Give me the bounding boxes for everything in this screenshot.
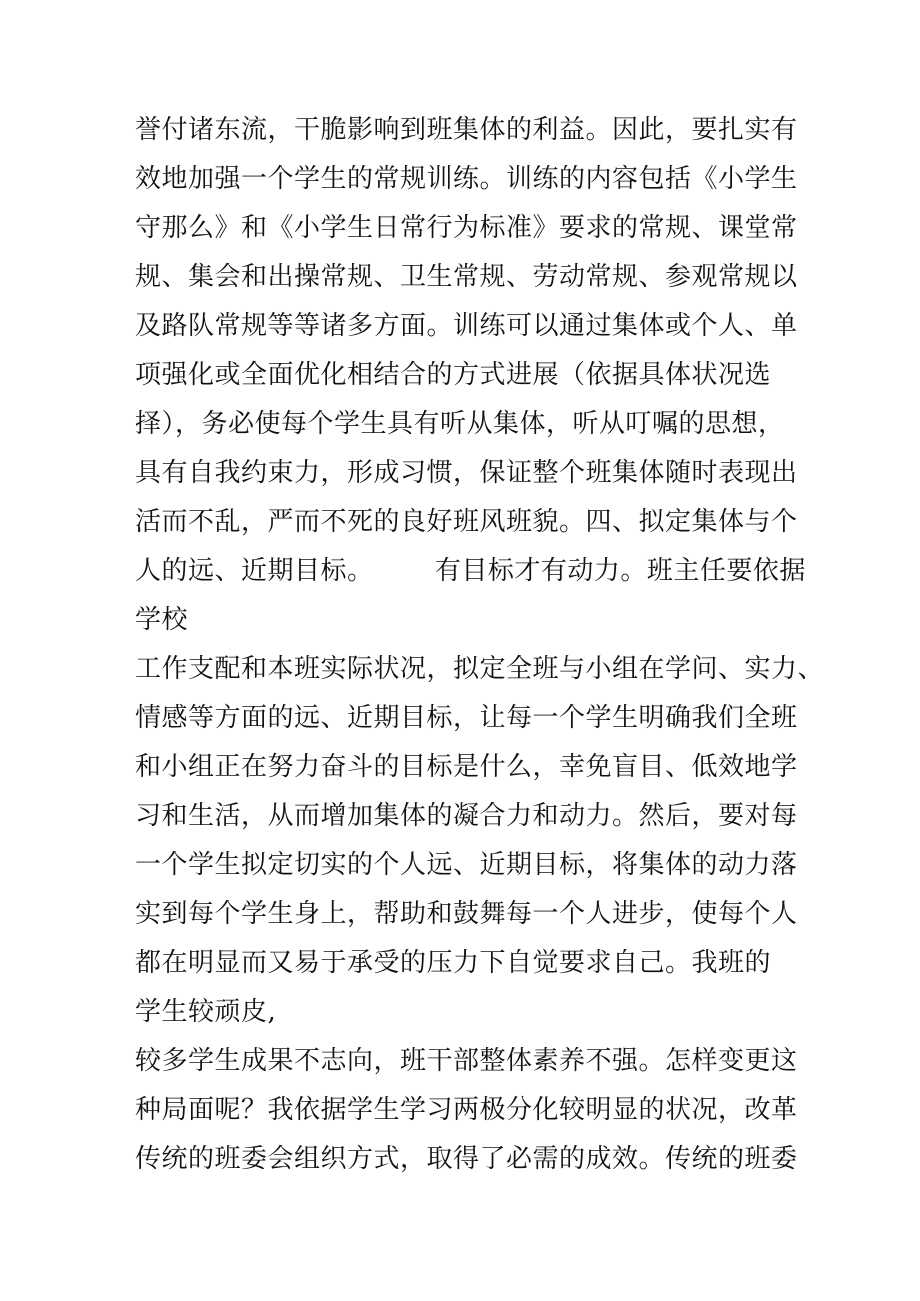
text-line: 具有自我约束力，形成习惯，保证整个班集体随时表现出: [135, 458, 798, 488]
text-line: 较多学生成果不志向，班干部整体素养不强。怎样变更这: [135, 1046, 798, 1076]
text-line: 及路队常规等等诸多方面。训练可以通过集体或个人、单: [135, 311, 798, 341]
text-line: 工作支配和本班实际状况，拟定全班与小组在学问、实力、: [135, 654, 825, 684]
text-line: 习和生活，从而增加集体的凝合力和动力。然后，要对每: [135, 801, 798, 831]
text-line: 和小组正在努力奋斗的目标是什么，幸免盲目、低效地学: [135, 752, 798, 782]
text-line: 学校: [135, 605, 189, 635]
text-line: 种局面呢？我依据学生学习两极分化较明显的状况，改革: [135, 1095, 798, 1125]
text-line: 择），务必使每个学生具有听从集体，听从叮嘱的思想，: [135, 409, 785, 439]
text-line: 项强化或全面优化相结合的方式进展（依据具体状况选: [135, 360, 772, 390]
text-line: 一个学生拟定切实的个人远、近期目标，将集体的动力落: [135, 850, 798, 880]
text-line: 实到每个学生身上，帮助和鼓舞每一个人进步，使每个人: [135, 899, 798, 929]
text-line: 传统的班委会组织方式，取得了必需的成效。传统的班委: [135, 1144, 798, 1174]
text-line: 效地加强一个学生的常规训练。训练的内容包括《小学生: [135, 164, 798, 194]
text-line: 活而不乱，严而不死的良好班风班貌。四、拟定集体与个: [135, 507, 798, 537]
text-line: 情感等方面的远、近期目标，让每一个学生明确我们全班: [135, 703, 798, 733]
text-line: 学生较顽皮,: [135, 997, 277, 1027]
text-line: 规、集会和出操常规、卫生常规、劳动常规、参观常规以: [135, 262, 798, 292]
body-text: [135, 106, 825, 1184]
text-line: 人的远、近期目标。 有目标才有动力。班主任要依据: [135, 556, 806, 586]
text-line: 都在明显而又易于承受的压力下自觉要求自己。我班的: [135, 948, 772, 978]
text-line: 誉付诸东流，干脆影响到班集体的利益。因此，要扎实有: [135, 115, 798, 145]
text-line: 守那么》和《小学生日常行为标准》要求的常规、课堂常: [135, 213, 798, 243]
